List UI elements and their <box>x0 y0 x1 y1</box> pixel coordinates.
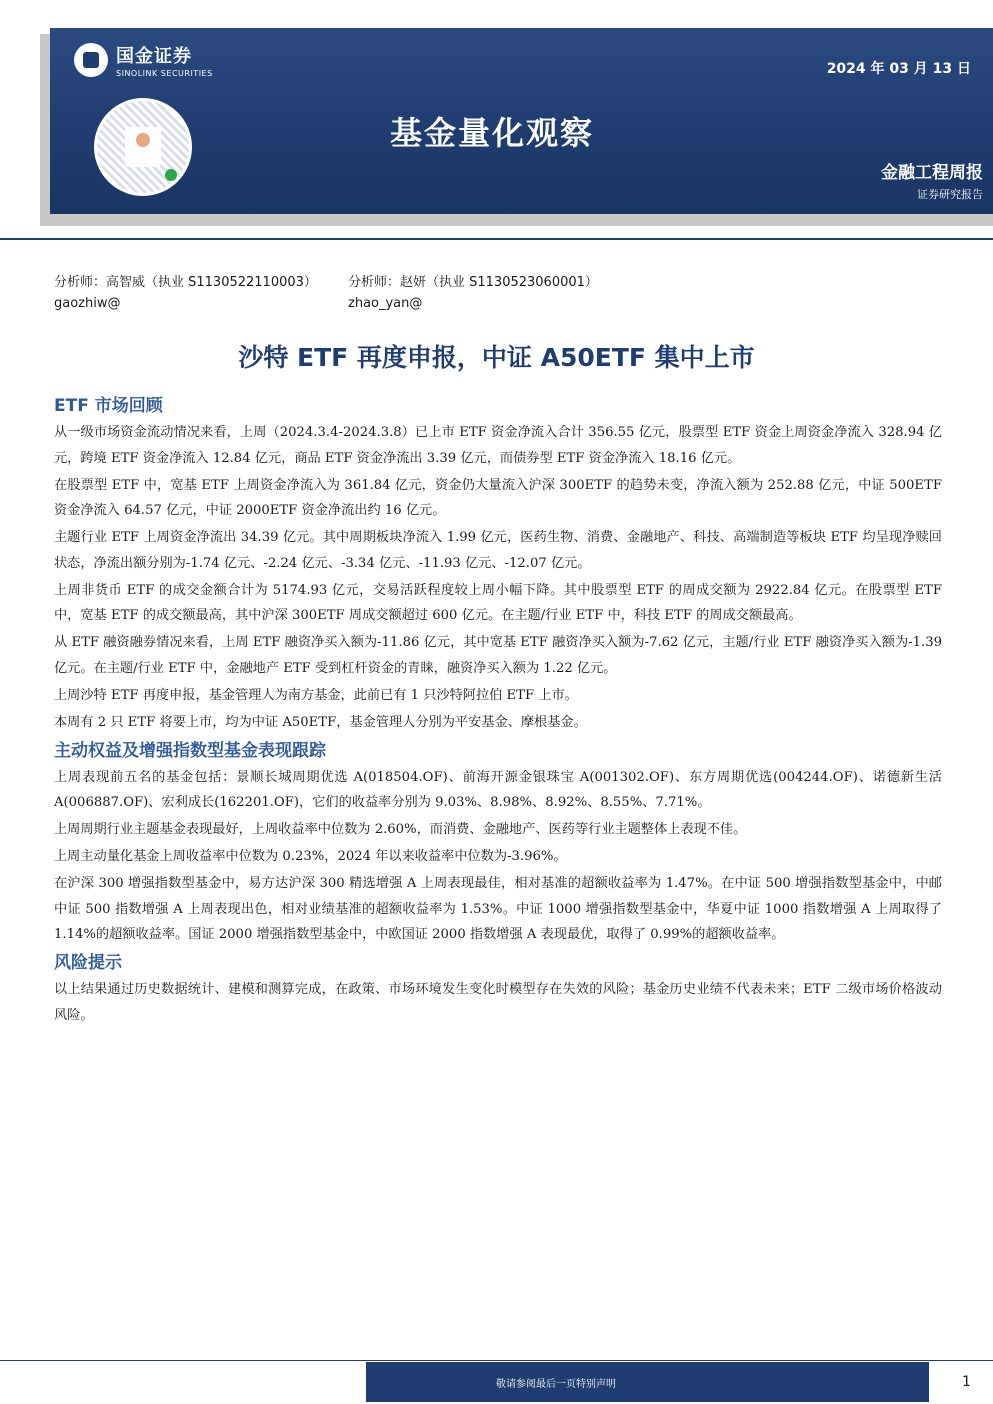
paragraph: 从一级市场资金流动情况来看，上周（2024.3.4-2024.3.8）已上市 ETF 资金净流入合计 356.55 亿元，股票型 ETF 资金上周资金净流入 328.94 亿元，跨境 ETF 资金净流入 12.84 亿元，商品 ETF 资金净流出 3.39 亿元，而债券型 ETF 资金净流入 18.16 亿元。 <box>54 425 942 466</box>
paragraph: 从 ETF 融资融券情况来看，上周 ETF 融资净买入额为-11.86 亿元，其中宽基 ETF 融资净买入额为-7.62 亿元，主题/行业 ETF 融资净买入额为-1.39 亿元。在主题/行业 ETF 中，金融地产 ETF 受到杠杆资金的青睐，融资净买入额为 1.22 亿元。 <box>54 635 942 676</box>
analyst-name: 分析师：高智威（执业 S1130522110003） <box>54 275 317 290</box>
analyst-1 <box>54 272 317 314</box>
series-title: 基金量化观察 <box>390 114 595 152</box>
qr-code-icon <box>94 98 192 196</box>
banner-divider <box>0 238 993 240</box>
report-title: 沙特 ETF 再度申报，中证 A50ETF 集中上市 <box>238 343 755 372</box>
paragraph: 上周非货币 ETF 的成交金额合计为 5174.93 亿元，交易活跃程度较上周小幅下降。其中股票型 ETF 的周成交额为 2922.84 亿元。在股票型 ETF 中，宽基 ETF 的成交额最高，其中沪深 300ETF 周成交额超过 600 亿元。在主题/行业 ETF 中，科技 ETF 的周成交额最高。 <box>54 582 942 623</box>
paragraph: 上周周期行业主题基金表现最好，上周收益率中位数为 2.60%，而消费、金融地产、医药等行业主题整体上表现不佳。 <box>54 822 747 837</box>
paragraph: 在股票型 ETF 中，宽基 ETF 上周资金净流入为 361.84 亿元，资金仍大量流入沪深 300ETF 的趋势未变，净流入额为 252.88 亿元，中证 500ETF 资金净流入 64.57 亿元，中证 2000ETF 资金净流出约 16 亿元。 <box>54 477 942 518</box>
footer-bar <box>366 1362 943 1402</box>
section-heading: 主动权益及增强指数型基金表现跟踪 <box>54 740 326 761</box>
page-number-box <box>928 1362 993 1402</box>
header-banner <box>50 28 993 214</box>
report-body <box>54 392 942 1030</box>
paragraph: 主题行业 ETF 上周资金净流出 34.39 亿元。其中周期板块净流入 1.99 亿元，医药生物、消费、金融地产、科技、高端制造等板块 ETF 均呈现净赎回状态，净流出额分别为-1.74 亿元、-2.24 亿元、-3.34 亿元、-11.93 亿元、-12.07 亿元。 <box>54 530 942 571</box>
section-heading: 风险提示 <box>54 953 122 973</box>
paragraph: 上周沙特 ETF 再度申报，基金管理人为南方基金，此前已有 1 只沙特阿拉伯 ETF 上市。 <box>54 687 578 703</box>
analyst-2 <box>348 272 598 314</box>
paragraph: 上周主动量化基金上周收益率中位数为 0.23%，2024 年以来收益率中位数为-3.96%。 <box>54 849 567 864</box>
paragraph: 上周表现前五名的基金包括：景顺长城周期优选 A(018504.OF)、前海开源金银珠宝 A(001302.OF)、东方周期优选(004244.OF)、诺德新生活 A(006887.OF)、宏利成长(162201.OF)，它们的收益率分别为 9.03%、8.98%、8.92%、8.55%、7.71%。 <box>54 769 942 810</box>
logo-en-text: SINOLINK SECURITIES <box>116 69 213 78</box>
footer-notice: 敬请参阅最后一页特别声明 <box>496 1379 616 1390</box>
page-number: 1 <box>962 1374 971 1390</box>
brand-logo <box>74 42 213 78</box>
report-type: 金融工程周报 <box>881 163 983 183</box>
report-subtype: 证券研究报告 <box>917 188 983 201</box>
paragraph: 以上结果通过历史数据统计、建模和测算完成，在政策、市场环境发生变化时模型存在失效的风险；基金历史业绩不代表未来；ETF 二级市场价格波动风险。 <box>54 982 942 1023</box>
footer-divider <box>0 1360 993 1361</box>
report-date: 2024 年 03 月 13 日 <box>826 61 971 77</box>
logo-icon <box>74 43 108 77</box>
paragraph: 本周有 2 只 ETF 将要上市，均为中证 A50ETF，基金管理人分别为平安基金、摩根基金。 <box>54 714 587 730</box>
analyst-email: zhao_yan@ <box>348 296 423 311</box>
paragraph: 在沪深 300 增强指数型基金中，易方达沪深 300 精选增强 A 上周表现最佳，相对基准的超额收益率为 1.47%。在中证 500 增强指数型基金中，中邮中证 500 指数增强 A 上周表现出色，相对业绩基准的超额收益率为 1.53%。中证 1000 增强指数型基金中，华夏中证 1000 指数增强 A 上周取得了 1.14%的超额收益率。国证 2000 增强指数型基金中，中欧国证 2000 指数增强 A 表现最优，取得了 0.99%的超额收益率。 <box>54 876 942 942</box>
analyst-email: gaozhiw@ <box>54 296 121 311</box>
logo-cn-text: 国金证券 <box>116 46 192 67</box>
analyst-name: 分析师：赵妍（执业 S1130523060001） <box>348 275 598 290</box>
section-heading: ETF 市场回顾 <box>54 396 163 416</box>
